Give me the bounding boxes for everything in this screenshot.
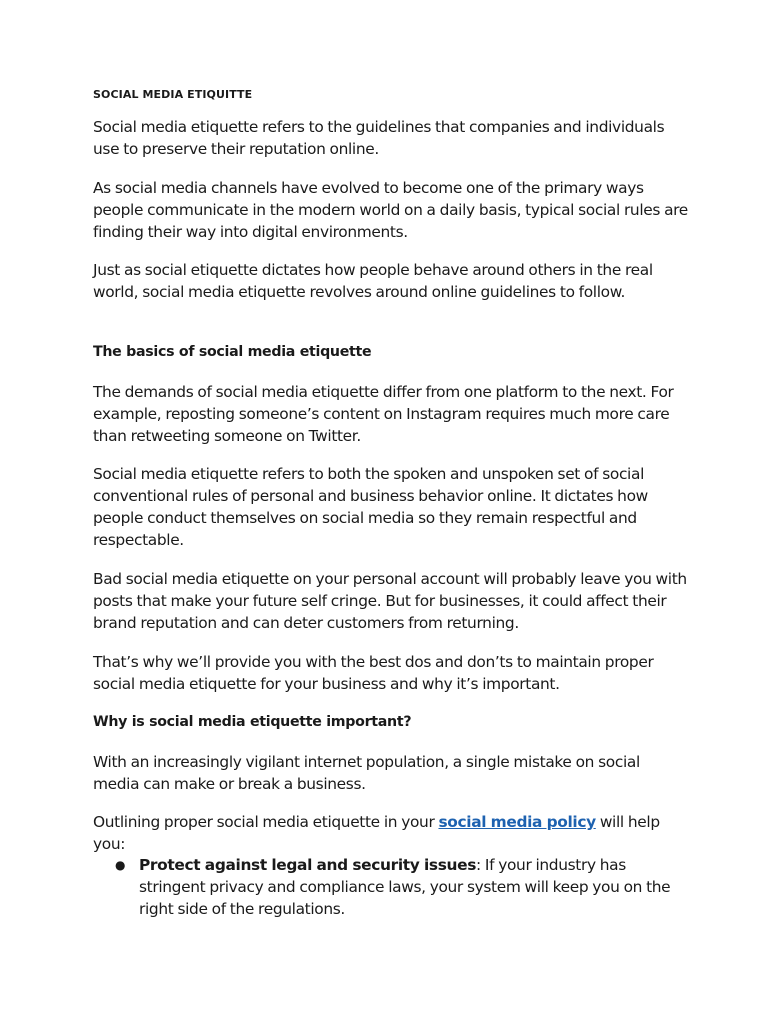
- basics-paragraph-3: Bad social media etiquette on your personal account will probably leave you with posts that make your future self cringe. But for businesses, it could affect their brand reputation and can deter customers from returning.: [93, 570, 687, 632]
- intro-paragraph-3: Just as social etiquette dictates how people behave around others in the real world, social media etiquette revolves around online guidelines to follow.: [93, 261, 653, 301]
- outline-text-before: Outlining proper social media etiquette in your: [93, 813, 439, 831]
- outline-text-after: will help you:: [93, 813, 660, 853]
- bullet-list: [93, 854, 688, 920]
- importance-paragraph: With an increasingly vigilant internet population, a single mistake on social media can make or break a business.: [93, 753, 640, 793]
- list-item: [93, 854, 688, 920]
- bullet-text: : If your industry has stringent privacy and compliance laws, your system will keep you on the right side of the regulations.: [139, 856, 671, 918]
- intro-paragraph-1: Social media etiquette refers to the guidelines that companies and individuals use to preserve their reputation online.: [93, 118, 665, 158]
- social-media-policy-link[interactable]: social media policy: [438, 813, 596, 831]
- basics-paragraph-2: Social media etiquette refers to both the spoken and unspoken set of social conventional rules of personal and business behavior online. It dictates how people conduct themselves on social media so they remain respectful and respectable.: [93, 465, 648, 549]
- bullet-bold-text: Protect against legal and security issues: [139, 856, 477, 874]
- basics-paragraph-4: That’s why we’ll provide you with the best dos and don’ts to maintain proper social media etiquette for your business and why it’s important.: [93, 653, 654, 693]
- basics-paragraph-1: The demands of social media etiquette differ from one platform to the next. For example, reposting someone’s content on Instagram requires much more care than retweeting someone on Twitter.: [93, 383, 674, 445]
- bullet-icon: ●: [115, 858, 126, 872]
- intro-paragraph-2: As social media channels have evolved to become one of the primary ways people communicate in the modern world on a daily basis, typical social rules are finding their way into digital environments.: [93, 179, 688, 241]
- section-heading-basics: The basics of social media etiquette: [93, 344, 372, 360]
- document-title: SOCIAL MEDIA ETIQUITTE: [93, 88, 253, 101]
- outline-paragraph: [93, 811, 688, 855]
- section-heading-importance: Why is social media etiquette important?: [93, 714, 412, 730]
